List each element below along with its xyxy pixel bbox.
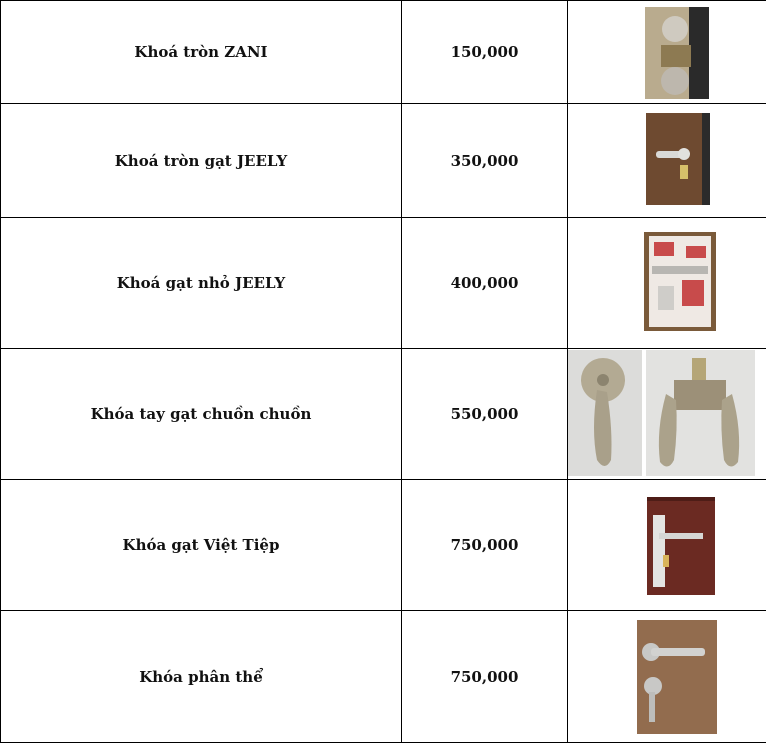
knob-lock-icon [645, 7, 709, 99]
product-price: 150,000 [402, 1, 568, 104]
product-price: 550,000 [402, 349, 568, 480]
product-name: Khoá tròn ZANI [1, 1, 402, 104]
product-image-cell [568, 480, 766, 611]
product-name: Khóa gạt Việt Tiệp [1, 480, 402, 611]
table-row [1, 1, 766, 104]
dragonfly-lever-icon [568, 350, 643, 476]
dragonfly-lever-mechanism-icon [646, 350, 755, 476]
product-price: 400,000 [402, 218, 568, 349]
door-handle-plate-icon [647, 497, 715, 595]
table-row [1, 611, 766, 743]
table-row [1, 218, 766, 349]
product-image-cell [568, 104, 766, 218]
product-image-cell [568, 218, 766, 349]
product-price: 750,000 [402, 611, 568, 743]
table-row [1, 349, 766, 480]
boxed-lever-lock-icon [644, 232, 716, 331]
product-price: 750,000 [402, 480, 568, 611]
table-row [1, 480, 766, 611]
product-image-cell [568, 349, 766, 480]
product-name: Khoá gạt nhỏ JEELY [1, 218, 402, 349]
table-row [1, 104, 766, 218]
product-image-cell [568, 1, 766, 104]
split-lever-lock-icon [637, 620, 717, 734]
product-name: Khoá tròn gạt JEELY [1, 104, 402, 218]
lever-lock-icon [646, 113, 710, 205]
product-price: 350,000 [402, 104, 568, 218]
product-name: Khóa phân thể [1, 611, 402, 743]
product-image-cell [568, 611, 766, 743]
product-name: Khóa tay gạt chuồn chuồn [1, 349, 402, 480]
